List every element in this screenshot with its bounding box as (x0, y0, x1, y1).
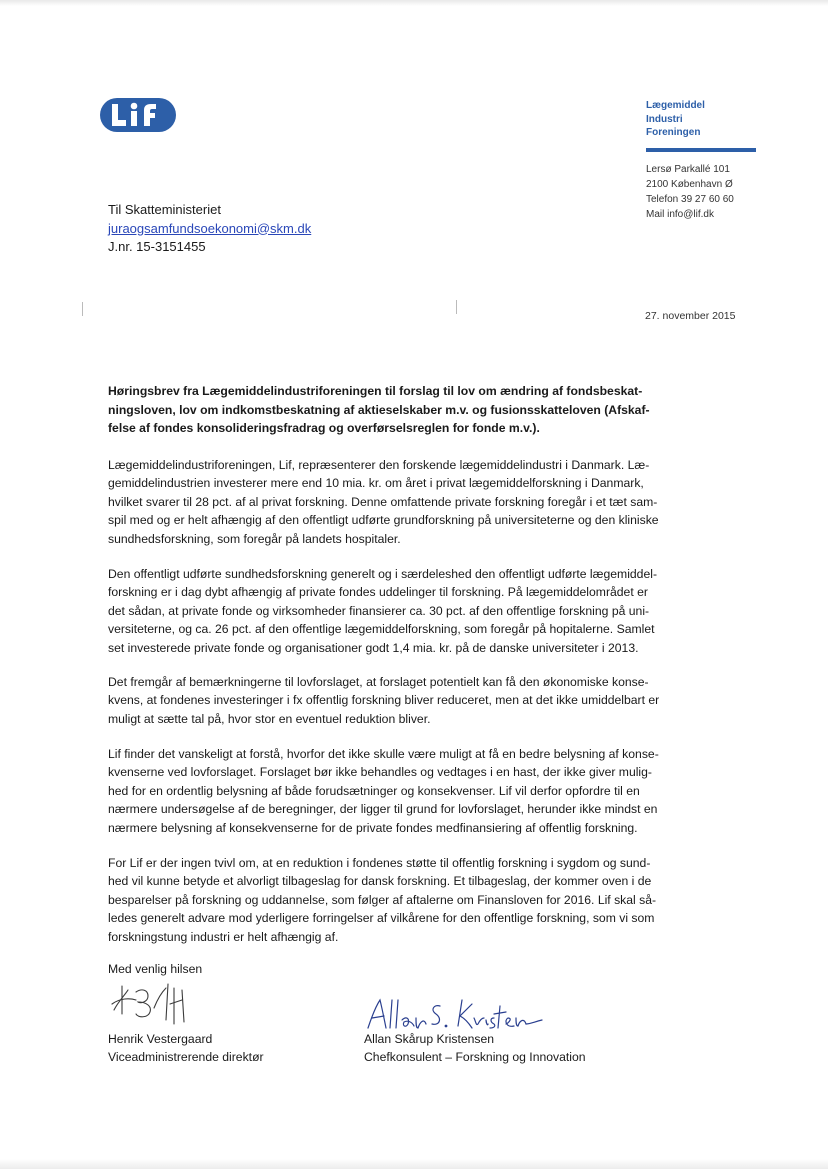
org-name-line: Industri (646, 113, 683, 125)
journal-number: J.nr. 15-3151455 (108, 239, 206, 254)
body-line: For Lif er der ingen tvivl om, at en reduktion i fondenes støtte til offentlig forskning i sygdom og sund- (108, 856, 651, 870)
scan-bottom-edge (0, 1159, 828, 1169)
signature-allan-kristensen (364, 994, 544, 1034)
phone-line: Telefon 39 27 60 60 (646, 193, 734, 205)
address-line: Lersø Parkallé 101 (646, 163, 730, 175)
body-paragraph-3 (108, 673, 708, 728)
body-line: gemiddelindustrien investerer mere end 10 mia. kr. om året i privat lægemiddelforskning i Danmark, (108, 476, 644, 491)
body-line: ledes generelt advare mod yderligere forringelser af vilkårene for den offentlige forskning, som vi som (108, 911, 655, 926)
body-line: nærmere undersøgelse af de beregninger, der ligger til grund for lovforslaget, herunder ikke mindst en (108, 802, 658, 817)
body-line: kvenserne ved lovforslaget. Forslaget bør ikke behandles og vedtages i en hast, der ikke giver mulig- (108, 765, 652, 780)
closing-greeting: Med venlig hilsen (108, 962, 203, 976)
org-name-line: Lægemiddel (646, 100, 705, 111)
letter-date: 27. november 2015 (645, 310, 736, 322)
body-line: forskning er i dag dybt afhængig af private fondes uddelinger til forskning. På lægemiddelområdet er (108, 585, 648, 600)
body-line: sundhedsforskning, som foregår på landets hospitaler. (108, 531, 401, 546)
body-line: hed for en ordentlig belysning af både forudsætninger og konsekvenser. Lif vil derfor opfordre til en (108, 783, 640, 798)
title-line: Høringsbrev fra Lægemiddelindustriforeningen til forslag til lov om ændring af fondsbeskat- (108, 384, 643, 398)
signer-2 (364, 1030, 586, 1067)
scan-mark (82, 302, 83, 316)
sender-address (646, 162, 758, 222)
body-line: besparelser på forskning og uddannelse, som følger af aftalerne om Finansloven for 2016. Lif skal så- (108, 892, 657, 907)
body-line: kvens, at fondenes investeringer i fx offentlig forskning bliver reduceret, men at det ikke umiddelbart er (108, 693, 660, 708)
sender-block (646, 99, 758, 222)
title-line: ningsloven, lov om indkomstbeskatning af aktieselskaber m.v. og fusionsskatteloven (Afskaf- (108, 402, 650, 417)
body-line: versiteterne, og ca. 26 pct. af den offentlige lægemiddelforskning, som foregår på hopitalerne. Samlet (108, 622, 655, 637)
body-paragraph-5 (108, 854, 708, 946)
signature-henrik-vestergaard (108, 980, 198, 1028)
body-paragraph-1 (108, 456, 708, 548)
body-paragraph-2 (108, 565, 708, 657)
body-line: spil med og er helt afhængig af den offentligt udførte grundforskning på universiteterne og den kliniske (108, 513, 659, 528)
signer-name: Henrik Vestergaard (108, 1032, 213, 1046)
body-line: muligt at sætte tal på, hvor stor en eventuel reduktion bliver. (108, 711, 431, 726)
signer-1 (108, 1030, 264, 1067)
scan-mark (456, 300, 457, 314)
org-name-line: Foreningen (646, 127, 701, 139)
address-line: 2100 København Ø (646, 178, 733, 190)
body-line: Lif finder det vanskeligt at forstå, hvorfor det ikke skulle være muligt at få en bedre belysning af konse- (108, 747, 659, 761)
body-line: det sådan, at private fonde og virksomheder finansierer ca. 30 pct. af den offentlige forskning på uni- (108, 603, 650, 618)
body-line: set investerede private fonde og organisationer godt 1,4 mia. kr. på de danske universiteter i 2013. (108, 640, 639, 655)
body-paragraph-4 (108, 745, 708, 837)
body-line: hvilket svarer til 28 pct. af al privat forskning. Denne omfattende private forskning foregår i et tæt sam- (108, 494, 658, 509)
body-line: Den offentligt udførte sundhedsforskning generelt og i særdeleshed den offentligt udførte lægemiddel- (108, 567, 657, 581)
body-line: Det fremgår af bemærkningerne til lovforslaget, at forslaget potentielt kan få den økonomiske konse- (108, 675, 649, 689)
recipient-block (108, 201, 311, 257)
recipient-name: Til Skatteministeriet (108, 202, 221, 217)
body-line: forskningstung industri er helt afhængig af. (108, 929, 339, 944)
org-divider (646, 148, 756, 152)
letter-title (108, 382, 718, 438)
lif-logo (98, 96, 178, 134)
body-line: nærmere belysning af konsekvenserne for de private fondes medfinansiering af offentlig forskning. (108, 820, 638, 835)
recipient-email-link[interactable]: juraogsamfundsoekonomi@skm.dk (108, 220, 312, 236)
signer-title: Viceadministrerende direktør (108, 1050, 264, 1065)
body-line: hed vil kunne betyde et alvorligt tilbageslag for dansk forskning. Et tilbageslag, der kommer oven i de (108, 874, 652, 889)
signer-name: Allan Skårup Kristensen (364, 1032, 495, 1046)
scan-top-edge (0, 0, 828, 6)
title-line: felse af fondes konsolideringsfradrag og overførselsreglen for fonde m.v.). (108, 421, 540, 435)
body-line: Lægemiddelindustriforeningen, Lif, repræsenterer den forskende lægemiddelindustri i Danmark. Læ- (108, 458, 650, 472)
signer-title: Chefkonsulent – Forskning og Innovation (364, 1050, 586, 1065)
mail-line: Mail info@lif.dk (646, 208, 714, 220)
